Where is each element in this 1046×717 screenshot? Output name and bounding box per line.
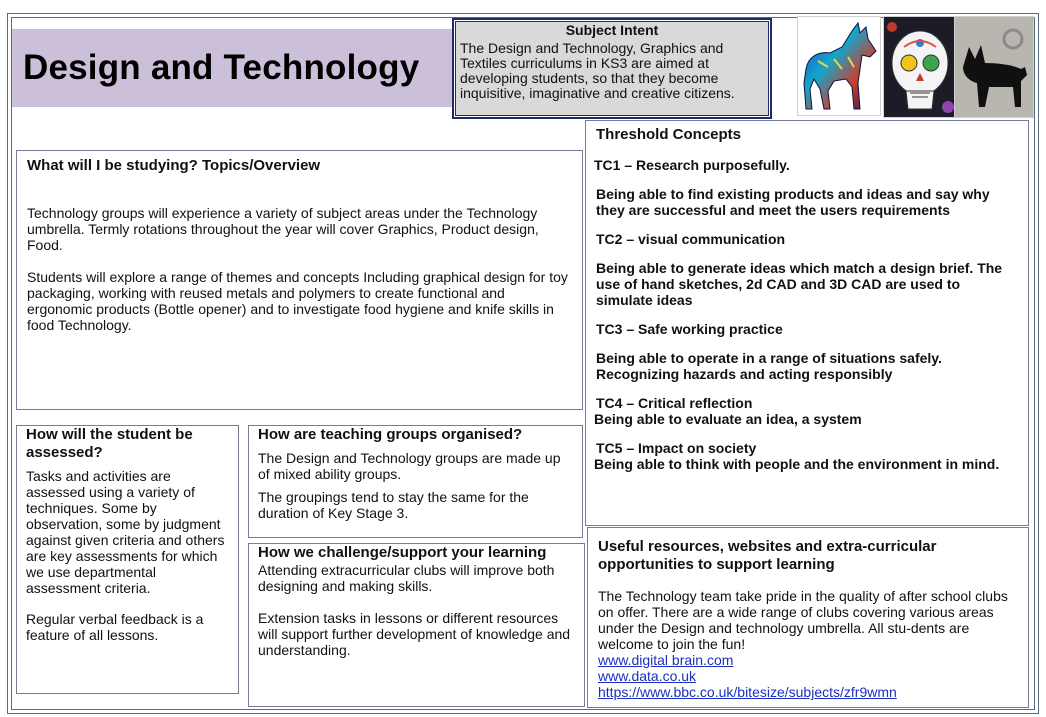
resource-link-digital-brain[interactable]: www.digital brain.com <box>598 652 734 668</box>
subject-intent-box <box>455 21 769 116</box>
assessment-box <box>16 425 239 694</box>
tc5-title: TC5 – Impact on society <box>596 440 757 456</box>
tc4-title: TC4 – Critical reflection <box>596 395 753 411</box>
dog-keyring-artwork <box>954 16 1034 118</box>
assessment-heading: How will the student be assessed? <box>26 426 193 461</box>
studying-paragraph-1: Technology groups will experience a variety of subject areas under the Technology umbrella. Termly rotations throughout the year will cover Graphics, Product design, Food. <box>27 205 539 253</box>
dog-keyring-icon <box>955 17 1034 118</box>
challenge-support-box <box>248 543 585 707</box>
teaching-groups-paragraph-2: The groupings tend to stay the same for the duration of Key Stage 3. <box>258 489 529 521</box>
resources-box <box>587 527 1029 708</box>
tc2-description: Being able to generate ideas which match a design brief. The use of hand sketches, 2d CAD and 3D CAD are used to simulate ideas <box>596 260 1003 308</box>
wolf-icon <box>798 17 881 116</box>
page-title: Design and Technology <box>23 48 420 87</box>
teaching-groups-heading: How are teaching groups organised? <box>258 426 523 443</box>
challenge-heading: How we challenge/support your learning <box>258 544 547 561</box>
teaching-groups-box <box>248 425 583 538</box>
tc5-description: Being able to think with people and the environment in mind. <box>594 456 1000 472</box>
studying-box <box>16 150 583 410</box>
tc2-title: TC2 – visual communication <box>596 231 786 247</box>
resources-paragraph: The Technology team take pride in the quality of after school clubs on offer. There are a wide range of clubs covering various areas under the Design and technology umbrella. All stu-dents are welcome to join the fun! <box>598 588 1008 652</box>
resource-link-data[interactable]: www.data.co.uk <box>598 668 697 684</box>
sugar-skull-artwork <box>883 16 956 118</box>
studying-paragraph-2: Students will explore a range of themes and concepts Including graphical design for toy packaging, working with reused metals and polymers to create functional and ergonomic products (Bottle opener) and to investigate food hygiene and knife skills in food Technology. <box>27 269 568 333</box>
threshold-concepts-box <box>585 120 1029 526</box>
title-banner <box>12 29 452 107</box>
studying-heading: What will I be studying? Topics/Overview <box>27 157 321 174</box>
assessment-paragraph-1: Tasks and activities are assessed using a variety of techniques. Some by observation, some by judgment against given criteria and others are key assessments for which we use departmental assessment criteria. <box>26 468 225 596</box>
subject-intent-text: The Design and Technology, Graphics and Textiles curriculums in KS3 are aimed at developing students, so that they become inquisitive, imaginative and creative citizens. <box>460 40 735 101</box>
challenge-paragraph-1: Attending extracurricular clubs will improve both designing and making skills. <box>258 562 555 594</box>
tc3-title: TC3 – Safe working practice <box>596 321 783 337</box>
teaching-groups-paragraph-1: The Design and Technology groups are made up of mixed ability groups. <box>258 450 561 482</box>
assessment-paragraph-2: Regular verbal feedback is a feature of all lessons. <box>26 611 204 643</box>
wolf-artwork <box>797 16 881 116</box>
challenge-paragraph-2: Extension tasks in lessons or different resources will support further development of knowledge and understanding. <box>258 610 571 658</box>
tc4-description: Being able to evaluate an idea, a system <box>594 411 862 427</box>
subject-intent-heading: Subject Intent <box>565 22 659 38</box>
resource-link-bbc-bitesize[interactable]: https://www.bbc.co.uk/bitesize/subjects/zfr9wmn <box>598 684 897 700</box>
tc1-title: TC1 – Research purposefully. <box>594 157 790 173</box>
tc3-description: Being able to operate in a range of situations safely. Recognizing hazards and acting responsibly <box>596 350 942 382</box>
threshold-heading: Threshold Concepts <box>596 126 742 143</box>
sugar-skull-icon <box>884 17 956 118</box>
tc1-description: Being able to find existing products and ideas and say why they are successful and meet the users requirements <box>596 186 990 218</box>
resources-heading: Useful resources, websites and extra-curricular opportunities to support learning <box>598 538 937 573</box>
